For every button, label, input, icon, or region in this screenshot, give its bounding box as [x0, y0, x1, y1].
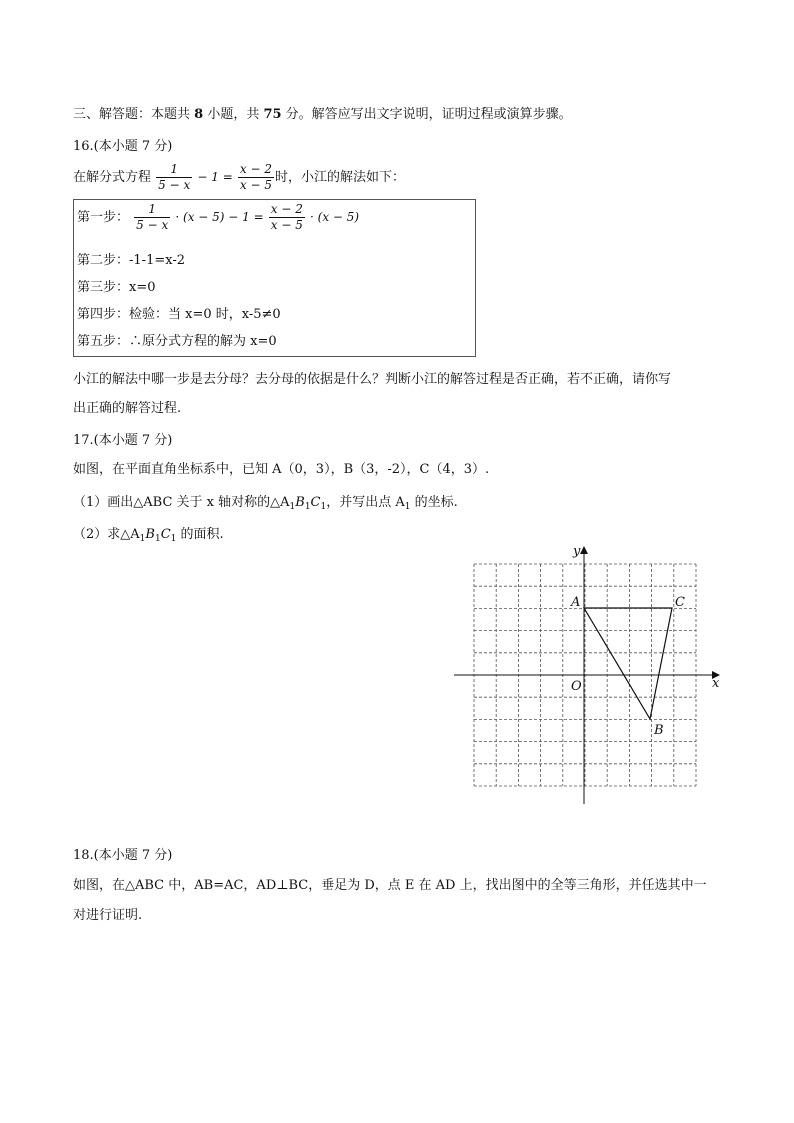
- triangle-abc: [584, 608, 672, 719]
- q18-line-2: 对进行证明.: [73, 908, 143, 923]
- coordinate-figure: [450, 542, 730, 807]
- q16-question-line-2: 出正确的解答过程.: [73, 401, 182, 416]
- q18-label: 18.(本小题 7 分): [73, 848, 173, 863]
- label-b: B: [654, 723, 664, 738]
- step-5: 第五步：∴原分式方程的解为 x=0: [77, 334, 277, 349]
- q17-label: 17.(本小题 7 分): [73, 433, 173, 448]
- q18-line-1: 如图，在△ABC 中，AB=AC，AD⊥BC，垂足为 D，点 E 在 AD 上，找出图中的全等三角形，并任选其中一: [73, 878, 707, 893]
- q17-part-2: （2）求$\triangle A_1B_1C_1$ 的面积.: [73, 527, 224, 544]
- step-2: 第二步：-1-1=x-2: [77, 253, 186, 268]
- q17-intro: 如图，在平面直角坐标系中，已知 A（0，3），B（3，-2），C（4，3）.: [73, 462, 490, 477]
- step-4: 第四步：检验：当 x=0 时，x-5≠0: [77, 307, 281, 322]
- q17-part-1: （1）画出△ABC 关于 x 轴对称的$\triangle A_1B_1C_1$，并写出点 $A_1$ 的坐标.: [73, 495, 458, 512]
- label-x: x: [712, 676, 720, 691]
- step-3: 第三步：x=0: [77, 280, 156, 295]
- label-y: y: [573, 544, 581, 559]
- y-axis-arrow: [580, 546, 588, 554]
- section-heading: 三、解答题：本题共 8 小题，共 75 分。解答应写出文字说明，证明过程或演算步骤。: [73, 107, 572, 122]
- q16-intro: 在解分式方程 $\frac{1}{5 - x}$ − 1 = $\frac{x - 2}{x - 5}$ 时，小江的解法如下：: [73, 162, 406, 192]
- solution-box: [73, 199, 476, 357]
- step-1: 第一步： $\frac{1}{5 - x}$ · (x − 5) − 1 = $\frac{x - 2}{x - 5}$ · (x − 5): [77, 202, 360, 232]
- q16-label: 16.(本小题 7 分): [73, 139, 173, 154]
- q16-fraction-2: $\frac{x - 2}{x - 5}$: [239, 162, 272, 192]
- q16-fraction-1: $\frac{1}{5 - x}$: [158, 162, 191, 192]
- label-a: A: [571, 595, 581, 610]
- label-o: O: [571, 679, 582, 694]
- label-c: C: [675, 595, 685, 610]
- q16-question-line-1: 小江的解法中哪一步是去分母？去分母的依据是什么？判断小江的解答过程是否正确，若不正确，请你写: [73, 372, 672, 387]
